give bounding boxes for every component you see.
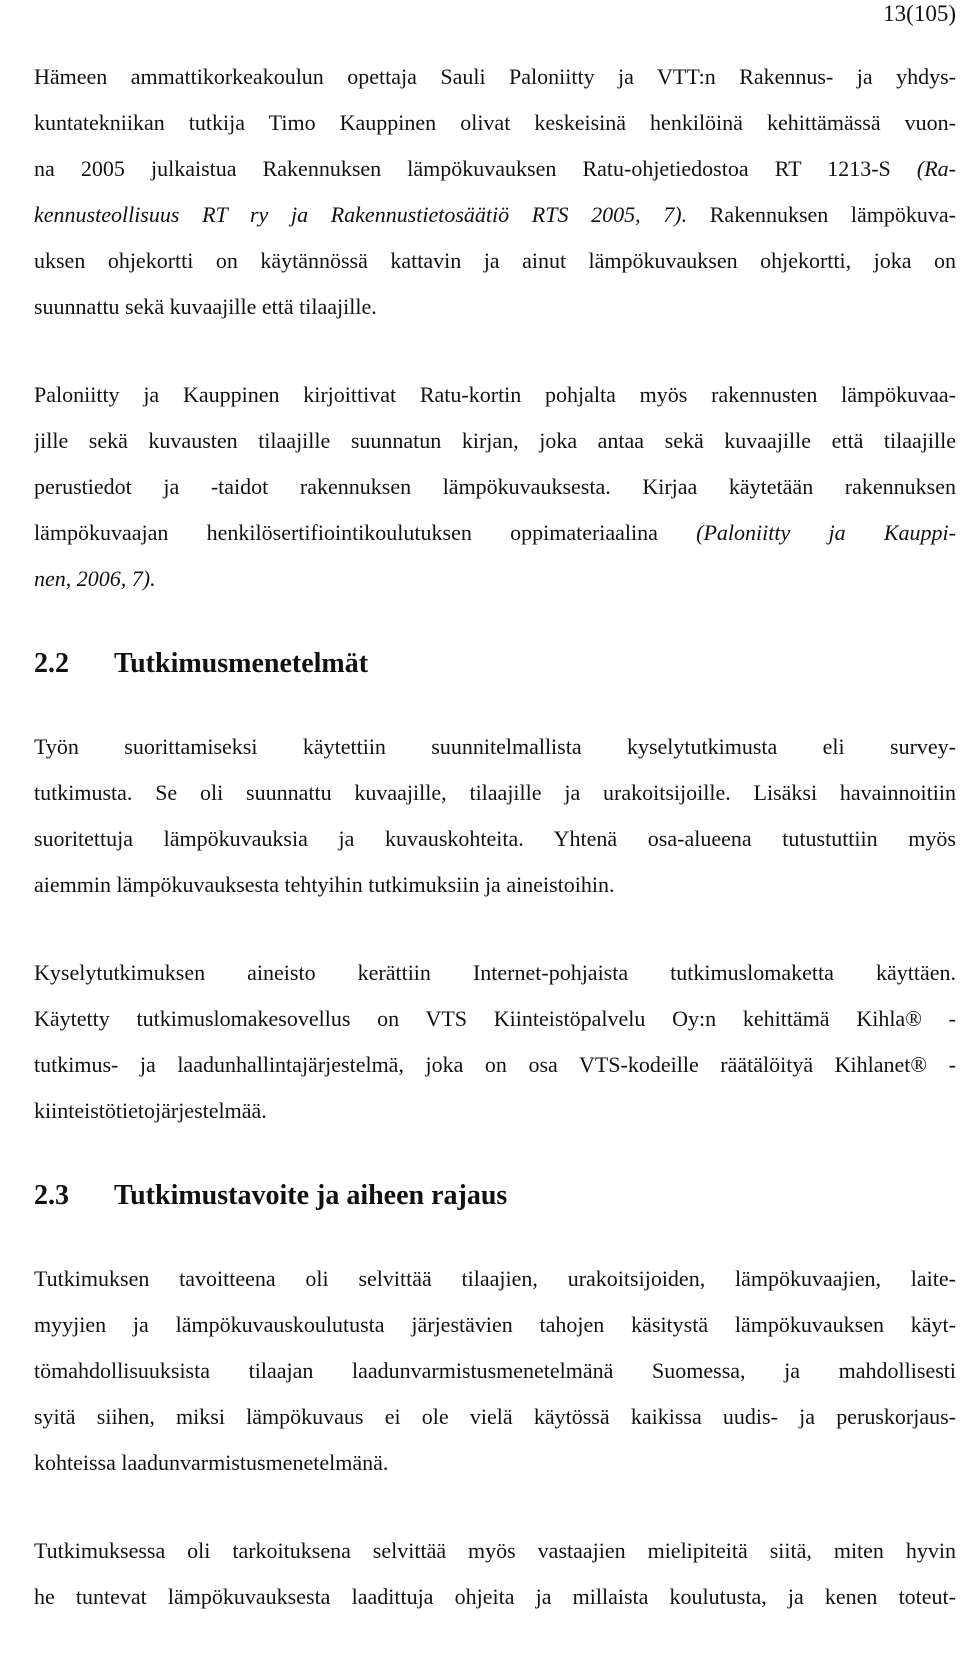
text-line: na 2005 julkaistua Rakennuksen lämpökuvauksen Ratu-ohjetiedostoa RT 1213-S (Ra- (34, 156, 956, 181)
text-line: he tuntevat lämpökuvauksesta laadittuja ohjeita ja millaista koulutusta, ja kenen toteut- (34, 1584, 956, 1609)
section-title: Tutkimusmenetelmät (114, 648, 369, 679)
text-line: jille sekä kuvausten tilaajille suunnatun kirjan, joka antaa sekä kuvaajille että tilaajille (34, 428, 956, 453)
text-line: tutkimus- ja laadunhallintajärjestelmä, joka on osa VTS-kodeille räätälöityä Kihlanet® - (34, 1052, 956, 1077)
text-line: Käytetty tutkimuslomakesovellus on VTS Kiinteistöpalvelu Oy:n kehittämä Kihla® - (34, 1006, 956, 1031)
citation: (Paloniitty ja Kauppi- (696, 520, 956, 545)
section-heading-2-3 (34, 1176, 956, 1216)
text-line: Tutkimuksessa oli tarkoituksena selvittää myös vastaajien mielipiteitä siitä, miten hyvin (34, 1538, 956, 1563)
document-body (34, 54, 956, 1662)
text-line: kennusteollisuus RT ry ja Rakennustietosäätiö RTS 2005, 7). Rakennuksen lämpökuva- (34, 202, 956, 227)
text-line: aiemmin lämpökuvauksesta tehtyihin tutkimuksiin ja aineistoihin. (34, 872, 615, 897)
text-line: kiinteistötietojärjestelmää. (34, 1098, 267, 1123)
paragraph-4 (34, 950, 956, 1134)
page-number: 13(105) (883, 1, 956, 26)
text-line: suoritettuja lämpökuvauksia ja kuvauskohteita. Yhtenä osa-alueena tutustuttiin myös (34, 826, 956, 851)
text-line: kuntatekniikan tutkija Timo Kauppinen olivat keskeisinä henkilöinä kehittämässä vuon- (34, 110, 956, 135)
text-line: Hämeen ammattikorkeakoulun opettaja Sauli Paloniitty ja VTT:n Rakennus- ja yhdys- (34, 64, 956, 89)
text-line: tömahdollisuuksista tilaajan laadunvarmistusmenetelmänä Suomessa, ja mahdollisesti (34, 1358, 956, 1383)
citation: kennusteollisuus RT ry ja Rakennustietosäätiö RTS 2005, 7). (34, 202, 688, 227)
citation: (Ra- (916, 156, 956, 181)
text-line (34, 556, 956, 602)
text-line: Työn suorittamiseksi käytettiin suunnitelmallista kyselytutkimusta eli survey- (34, 734, 956, 759)
section-heading-2-2 (34, 644, 956, 684)
text-line: perustiedot ja -taidot rakennuksen lämpökuvauksesta. Kirjaa käytetään rakennuksen (34, 474, 956, 499)
paragraph-1 (34, 54, 956, 330)
text-line: kohteissa laadunvarmistusmenetelmänä. (34, 1450, 389, 1475)
paragraph-2 (34, 372, 956, 602)
text-line: lämpökuvaajan henkilösertifiointikoulutuksen oppimateriaalina (Paloniitty ja Kauppi- (34, 520, 956, 545)
text-line: syitä siihen, miksi lämpökuvaus ei ole vielä käytössä kaikissa uudis- ja peruskorjaus- (34, 1404, 956, 1429)
section-number: 2.2 (34, 648, 69, 679)
paragraph-5 (34, 1256, 956, 1486)
text-line: Tutkimuksen tavoitteena oli selvittää tilaajien, urakoitsijoiden, lämpökuvaajien, laite- (34, 1266, 956, 1291)
text-line: Paloniitty ja Kauppinen kirjoittivat Ratu-kortin pohjalta myös rakennusten lämpökuvaa- (34, 382, 956, 407)
text-line: tutkimusta. Se oli suunnattu kuvaajille, tilaajille ja urakoitsijoille. Lisäksi havainnoitiin (34, 780, 956, 805)
text-line: uksen ohjekortti on käytännössä kattavin ja ainut lämpökuvauksen ohjekortti, joka on (34, 248, 956, 273)
text-line: suunnattu sekä kuvaajille että tilaajille. (34, 294, 377, 319)
text-line: myyjien ja lämpökuvauskoulutusta järjestävien tahojen käsitystä lämpökuvauksen käyt- (34, 1312, 956, 1337)
paragraph-3 (34, 724, 956, 908)
citation: nen, 2006, 7). (34, 566, 156, 591)
paragraph-6 (34, 1528, 956, 1620)
text-line: Kyselytutkimuksen aineisto kerättiin Internet-pohjaista tutkimuslomaketta käyttäen. (34, 960, 956, 985)
section-number: 2.3 (34, 1180, 69, 1211)
section-title: Tutkimustavoite ja aiheen rajaus (114, 1180, 508, 1211)
